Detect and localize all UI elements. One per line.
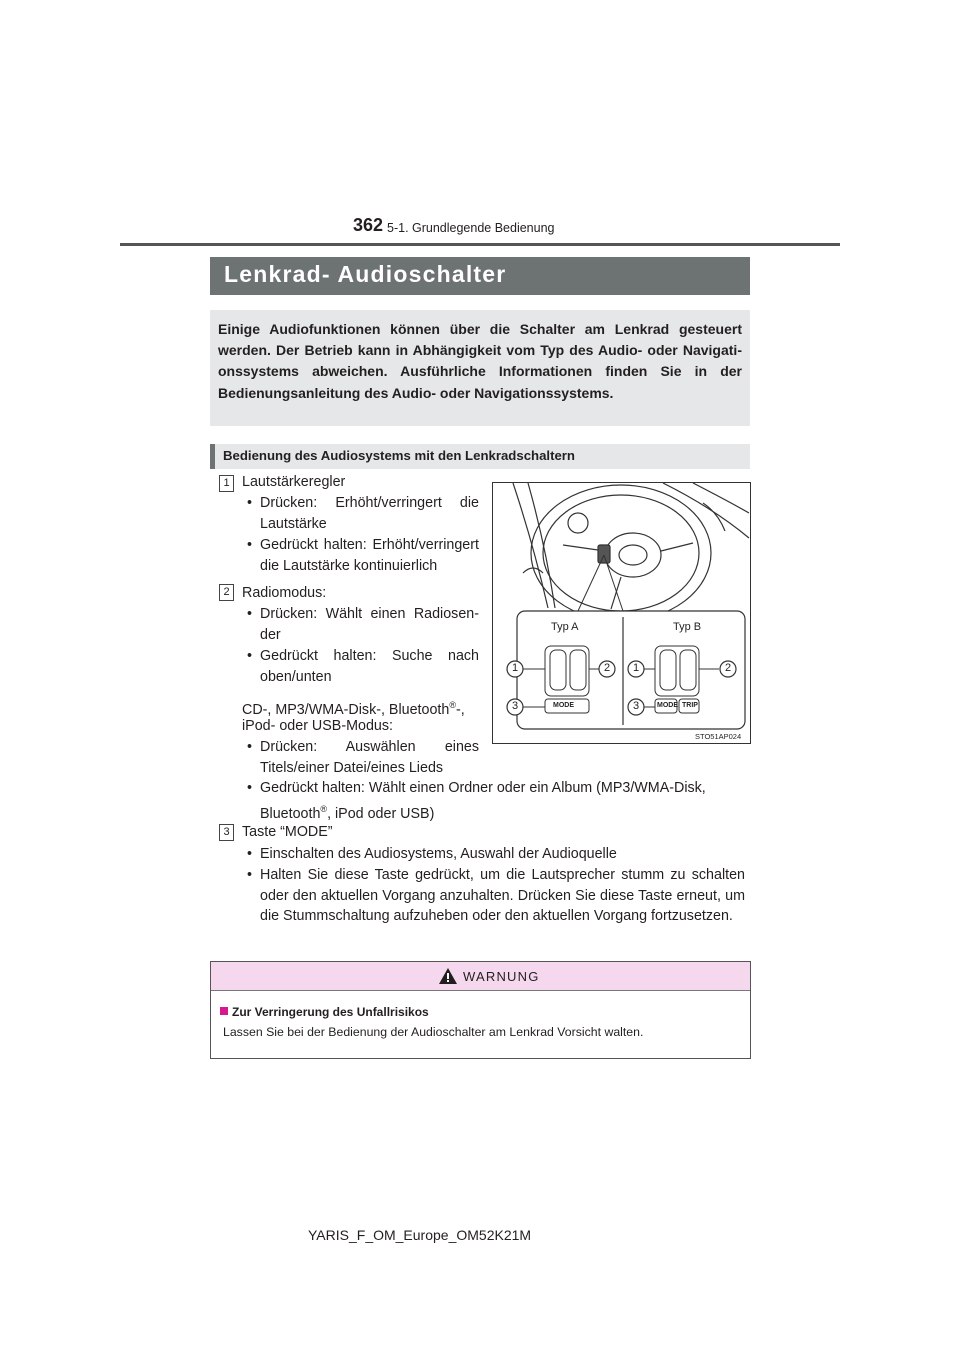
section-reference: 5-1. Grundlegende Bedienung — [387, 221, 555, 235]
warning-box — [210, 961, 751, 1059]
steering-wheel-figure — [492, 482, 751, 744]
subheading-bar — [210, 444, 750, 469]
trip-label: TRIP — [682, 702, 698, 709]
figure-code: STO51AP024 — [695, 732, 742, 741]
item-3-bullet-1: • Einschalten des Audiosystems, Auswahl der Audioquelle — [260, 844, 745, 865]
warning-body: Lassen Sie bei der Bedienung der Audioschalter am Lenkrad Vorsicht walten. — [223, 1025, 644, 1039]
item-2-subtitle-suffix: -, — [455, 701, 465, 718]
item-2-title: Radiomodus: — [242, 585, 327, 601]
item-3-bullet-2: • Halten Sie diese Taste gedrückt, um die Lautsprecher stumm zu schalten oder den aktuellen Vorgang anzuhalten. Drücken Sie diese Taste erneut, um die Stummschaltung aufzuheben oder den aktuellen Vorgang fortzusetzen. — [260, 865, 745, 927]
warning-header — [211, 962, 750, 991]
item-3-title: Taste “MODE” — [242, 824, 333, 840]
registered-mark: ® — [449, 700, 456, 710]
registered-mark: ® — [320, 804, 328, 814]
item-1-title: Lautstärkeregler — [242, 474, 346, 490]
callout-1-b: 1 — [632, 662, 640, 674]
item-2-bullet-4: • Gedrückt halten: Wählt einen Ordner oder ein Album (MP3/WMA-Disk, — [260, 778, 745, 799]
bluetooth-text: Bluetooth — [260, 805, 321, 822]
item-number-1: 1 — [219, 475, 234, 492]
item-2-bullet-3: • Drücken: Auswählen eines Titels/einer Datei/eines Lieds — [260, 737, 479, 778]
type-b-label: Typ B — [673, 621, 702, 633]
item-2-subtitle-line-2: iPod- oder USB-Modus: — [242, 718, 393, 734]
item-1-bullet-1: • Drücken: Erhöht/verringert die Lautstärke — [260, 493, 479, 534]
page-title: Lenkrad- Audioschalter — [224, 261, 507, 287]
intro-box — [210, 310, 750, 426]
callout-2-a: 2 — [603, 662, 611, 674]
item-2-bullet-2: • Gedrückt halten: Suche nach oben/unten — [260, 646, 479, 687]
bullet-4-tail: , iPod oder USB) — [327, 805, 435, 822]
intro-text: Einige Audiofunktionen können über die Schalter am Lenkrad gesteuert werden. Der Betrieb kann in Abhängigkeit vom Typ des Audio- oder Navigationssystems abweichen. Ausführliche Informationen finden Sie in der Bedienungsanleitung des Audio- oder Navigationssystems. — [218, 321, 742, 401]
type-a-label: Typ A — [551, 621, 579, 633]
mode-label-b: MODE — [657, 702, 678, 709]
item-1-bullet-2: • Gedrückt halten: Erhöht/verringert die Lautstärke kontinuierlich — [260, 535, 479, 576]
steering-wheel-illustration — [493, 483, 750, 743]
warning-triangle-icon — [439, 968, 457, 984]
callout-3-a: 3 — [511, 700, 519, 712]
page-number: 362 — [353, 215, 384, 235]
title-bar — [210, 257, 750, 295]
item-2-bullet-1: • Drücken: Wählt einen Radiosender — [260, 604, 479, 645]
header-divider — [120, 243, 840, 246]
warning-label: WARNUNG — [463, 969, 540, 984]
footer-code: YARIS_F_OM_Europe_OM52K21M — [308, 1227, 532, 1243]
mode-label-a: MODE — [553, 702, 574, 709]
item-number-2: 2 — [219, 584, 234, 601]
item-2-bullet-4-continued — [260, 799, 434, 824]
warning-title: Zur Verringerung des Unfallrisikos — [232, 1005, 429, 1019]
callout-2-b: 2 — [724, 662, 732, 674]
subheading: Bedienung des Audiosystems mit den Lenkradschaltern — [223, 448, 575, 463]
callout-1-a: 1 — [511, 662, 519, 674]
item-2-subtitle-text: CD-, MP3/WMA-Disk-, Bluetooth — [242, 701, 450, 718]
subheading-accent — [210, 444, 215, 469]
callout-3-b: 3 — [632, 700, 640, 712]
item-number-3: 3 — [219, 824, 234, 841]
